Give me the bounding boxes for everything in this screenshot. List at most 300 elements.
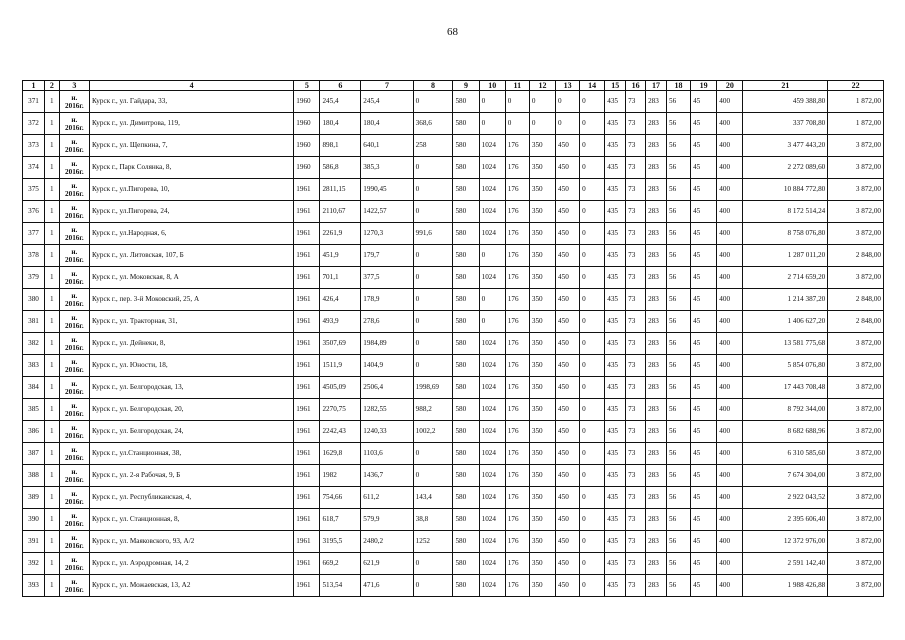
value-cell: 176 <box>505 157 529 179</box>
value-cell: 1 <box>44 509 59 531</box>
table-row <box>23 531 884 553</box>
value-cell: 400 <box>717 421 743 443</box>
value-cell: 435 <box>605 333 626 355</box>
value-cell: 898,1 <box>320 135 361 157</box>
column-header: 15 <box>605 81 626 91</box>
value-cell: 350 <box>529 289 555 311</box>
table-row <box>23 553 884 575</box>
value-cell: 176 <box>505 355 529 377</box>
status-mark: н. <box>71 225 78 234</box>
value-cell: 45 <box>691 135 717 157</box>
value-cell: 0 <box>479 245 505 267</box>
value-cell: 73 <box>626 553 646 575</box>
value-cell: 283 <box>646 399 667 421</box>
table-row <box>23 509 884 531</box>
value-cell: 1961 <box>294 245 320 267</box>
value-cell: 0 <box>556 113 580 135</box>
value-cell: 640,1 <box>361 135 413 157</box>
value-cell: 435 <box>605 201 626 223</box>
value-cell: 2242,43 <box>320 421 361 443</box>
address-cell: Курск г., ул. Гайдара, 33, <box>90 91 294 113</box>
value-cell: 426,4 <box>320 289 361 311</box>
value-cell: 0 <box>580 553 605 575</box>
value-cell: 1103,6 <box>361 443 413 465</box>
value-cell: 45 <box>691 509 717 531</box>
value-cell: 385,3 <box>361 157 413 179</box>
status-cell <box>59 91 89 113</box>
value-cell: 0 <box>580 377 605 399</box>
value-cell: 0 <box>580 135 605 157</box>
column-header: 12 <box>529 81 555 91</box>
page-number: 68 <box>447 26 458 38</box>
value-cell: 400 <box>717 509 743 531</box>
address-cell: Курск г., ул. Тракторная, 31, <box>90 311 294 333</box>
value-cell: 73 <box>626 267 646 289</box>
status-mark: н. <box>71 445 78 454</box>
value-cell: 45 <box>691 113 717 135</box>
table-row <box>23 91 884 113</box>
table-row <box>23 575 884 597</box>
value-cell: 8 758 076,80 <box>743 223 828 245</box>
value-cell: 283 <box>646 245 667 267</box>
value-cell: 38,8 <box>413 509 453 531</box>
value-cell: 1024 <box>479 355 505 377</box>
status-mark: н. <box>71 115 78 124</box>
value-cell: 435 <box>605 311 626 333</box>
value-cell: 1024 <box>479 179 505 201</box>
value-cell: 435 <box>605 509 626 531</box>
value-cell: 400 <box>717 531 743 553</box>
value-cell: 73 <box>626 399 646 421</box>
value-cell: 10 884 772,80 <box>743 179 828 201</box>
address-cell: Курск г., ул. 2-я Рабочая, 9, Б <box>90 465 294 487</box>
status-year: 2016г. <box>65 409 84 418</box>
value-cell: 45 <box>691 487 717 509</box>
column-header: 2 <box>44 81 59 91</box>
value-cell: 283 <box>646 465 667 487</box>
address-cell: Курск г., ул. Моковская, 8, А <box>90 267 294 289</box>
value-cell: 1024 <box>479 421 505 443</box>
value-cell: 350 <box>529 333 555 355</box>
value-cell: 143,4 <box>413 487 453 509</box>
value-cell: 1 <box>44 487 59 509</box>
address-cell: Курск г., ул.Народная, 6, <box>90 223 294 245</box>
value-cell: 283 <box>646 553 667 575</box>
value-cell: 45 <box>691 311 717 333</box>
value-cell: 179,7 <box>361 245 413 267</box>
value-cell: 435 <box>605 553 626 575</box>
value-cell: 283 <box>646 223 667 245</box>
address-cell: Курск г., ул. Белгородская, 20, <box>90 399 294 421</box>
value-cell: 176 <box>505 487 529 509</box>
value-cell: 56 <box>667 465 691 487</box>
value-cell: 0 <box>580 113 605 135</box>
value-cell: 350 <box>529 553 555 575</box>
row-number-cell: 378 <box>23 245 45 267</box>
value-cell: 1422,57 <box>361 201 413 223</box>
value-cell: 1960 <box>294 135 320 157</box>
table-body <box>23 91 884 597</box>
value-cell: 176 <box>505 377 529 399</box>
value-cell: 0 <box>580 465 605 487</box>
status-year: 2016г. <box>65 299 84 308</box>
table-row <box>23 179 884 201</box>
row-number-cell: 382 <box>23 333 45 355</box>
value-cell: 450 <box>556 157 580 179</box>
status-year: 2016г. <box>65 189 84 198</box>
value-cell: 493,9 <box>320 311 361 333</box>
value-cell: 56 <box>667 443 691 465</box>
value-cell: 435 <box>605 223 626 245</box>
value-cell: 580 <box>453 157 479 179</box>
value-cell: 450 <box>556 267 580 289</box>
value-cell: 56 <box>667 267 691 289</box>
value-cell: 180,4 <box>361 113 413 135</box>
value-cell: 435 <box>605 421 626 443</box>
value-cell: 0 <box>580 289 605 311</box>
value-cell: 450 <box>556 399 580 421</box>
row-number-cell: 383 <box>23 355 45 377</box>
value-cell: 5 854 076,80 <box>743 355 828 377</box>
value-cell: 0 <box>529 113 555 135</box>
table-row <box>23 355 884 377</box>
status-cell <box>59 333 89 355</box>
value-cell: 176 <box>505 179 529 201</box>
status-cell <box>59 377 89 399</box>
value-cell: 0 <box>580 223 605 245</box>
value-cell: 400 <box>717 245 743 267</box>
value-cell: 579,9 <box>361 509 413 531</box>
row-number-cell: 380 <box>23 289 45 311</box>
value-cell: 435 <box>605 399 626 421</box>
status-mark: н. <box>71 533 78 542</box>
value-cell: 13 581 775,68 <box>743 333 828 355</box>
value-cell: 178,9 <box>361 289 413 311</box>
value-cell: 450 <box>556 355 580 377</box>
row-number-cell: 377 <box>23 223 45 245</box>
value-cell: 580 <box>453 355 479 377</box>
value-cell: 56 <box>667 91 691 113</box>
value-cell: 400 <box>717 377 743 399</box>
value-cell: 45 <box>691 223 717 245</box>
address-cell: Курск г., ул.Пигорева, 24, <box>90 201 294 223</box>
address-cell: Курск г., ул. Юности, 18, <box>90 355 294 377</box>
status-cell <box>59 201 89 223</box>
value-cell: 2480,2 <box>361 531 413 553</box>
column-header: 14 <box>580 81 605 91</box>
value-cell: 1961 <box>294 575 320 597</box>
value-cell: 0 <box>413 575 453 597</box>
value-cell: 56 <box>667 179 691 201</box>
value-cell: 400 <box>717 575 743 597</box>
status-year: 2016г. <box>65 145 84 154</box>
value-cell: 3 872,00 <box>828 267 884 289</box>
value-cell: 0 <box>413 91 453 113</box>
value-cell: 3 872,00 <box>828 487 884 509</box>
value-cell: 580 <box>453 223 479 245</box>
value-cell: 1024 <box>479 333 505 355</box>
value-cell: 3 477 443,20 <box>743 135 828 157</box>
value-cell: 283 <box>646 201 667 223</box>
value-cell: 3 872,00 <box>828 223 884 245</box>
value-cell: 1270,3 <box>361 223 413 245</box>
value-cell: 0 <box>580 267 605 289</box>
status-mark: н. <box>71 357 78 366</box>
value-cell: 1 <box>44 531 59 553</box>
value-cell: 1024 <box>479 553 505 575</box>
value-cell: 1961 <box>294 531 320 553</box>
address-cell: Курск г., ул.Станционная, 38, <box>90 443 294 465</box>
value-cell: 3 872,00 <box>828 553 884 575</box>
value-cell: 400 <box>717 113 743 135</box>
status-year: 2016г. <box>65 101 84 110</box>
value-cell: 1961 <box>294 509 320 531</box>
address-cell: Курск г., ул. Станционная, 8, <box>90 509 294 531</box>
value-cell: 283 <box>646 289 667 311</box>
row-number-cell: 389 <box>23 487 45 509</box>
value-cell: 621,9 <box>361 553 413 575</box>
value-cell: 0 <box>479 311 505 333</box>
value-cell: 1960 <box>294 91 320 113</box>
value-cell: 400 <box>717 223 743 245</box>
value-cell: 0 <box>580 311 605 333</box>
value-cell: 400 <box>717 289 743 311</box>
value-cell: 0 <box>580 333 605 355</box>
status-mark: н. <box>71 335 78 344</box>
value-cell: 513,54 <box>320 575 361 597</box>
value-cell: 283 <box>646 575 667 597</box>
value-cell: 73 <box>626 465 646 487</box>
value-cell: 1961 <box>294 267 320 289</box>
value-cell: 1024 <box>479 399 505 421</box>
value-cell: 8 682 688,96 <box>743 421 828 443</box>
column-header: 5 <box>294 81 320 91</box>
value-cell: 1 <box>44 113 59 135</box>
row-number-cell: 392 <box>23 553 45 575</box>
address-cell: Курск г., ул. Аэродромная, 14, 2 <box>90 553 294 575</box>
value-cell: 283 <box>646 135 667 157</box>
value-cell: 6 310 585,60 <box>743 443 828 465</box>
value-cell: 56 <box>667 575 691 597</box>
value-cell: 1 872,00 <box>828 113 884 135</box>
row-number-cell: 391 <box>23 531 45 553</box>
status-year: 2016г. <box>65 387 84 396</box>
value-cell: 350 <box>529 443 555 465</box>
address-cell: Курск г., Парк Солянка, 8, <box>90 157 294 179</box>
column-header: 17 <box>646 81 667 91</box>
value-cell: 45 <box>691 289 717 311</box>
value-cell: 669,2 <box>320 553 361 575</box>
value-cell: 283 <box>646 421 667 443</box>
status-year: 2016г. <box>65 321 84 330</box>
value-cell: 580 <box>453 531 479 553</box>
value-cell: 1 <box>44 377 59 399</box>
status-mark: н. <box>71 467 78 476</box>
value-cell: 1 214 387,20 <box>743 289 828 311</box>
table-row <box>23 333 884 355</box>
value-cell: 2110,67 <box>320 201 361 223</box>
value-cell: 1961 <box>294 289 320 311</box>
value-cell: 450 <box>556 443 580 465</box>
value-cell: 1024 <box>479 487 505 509</box>
value-cell: 1024 <box>479 531 505 553</box>
table-row <box>23 223 884 245</box>
value-cell: 435 <box>605 91 626 113</box>
value-cell: 350 <box>529 355 555 377</box>
value-cell: 450 <box>556 223 580 245</box>
value-cell: 0 <box>413 333 453 355</box>
value-cell: 1024 <box>479 465 505 487</box>
column-header: 4 <box>90 81 294 91</box>
value-cell: 8 172 514,24 <box>743 201 828 223</box>
value-cell: 1 <box>44 179 59 201</box>
value-cell: 1024 <box>479 267 505 289</box>
value-cell: 2506,4 <box>361 377 413 399</box>
value-cell: 0 <box>479 91 505 113</box>
value-cell: 56 <box>667 399 691 421</box>
value-cell: 45 <box>691 421 717 443</box>
value-cell: 459 388,80 <box>743 91 828 113</box>
value-cell: 73 <box>626 377 646 399</box>
value-cell: 580 <box>453 421 479 443</box>
value-cell: 7 674 304,00 <box>743 465 828 487</box>
value-cell: 400 <box>717 465 743 487</box>
status-cell <box>59 245 89 267</box>
value-cell: 1 <box>44 157 59 179</box>
status-year: 2016г. <box>65 585 84 594</box>
value-cell: 988,2 <box>413 399 453 421</box>
value-cell: 580 <box>453 377 479 399</box>
value-cell: 435 <box>605 355 626 377</box>
value-cell: 0 <box>413 443 453 465</box>
status-cell <box>59 465 89 487</box>
value-cell: 176 <box>505 223 529 245</box>
value-cell: 400 <box>717 201 743 223</box>
value-cell: 1961 <box>294 487 320 509</box>
status-year: 2016г. <box>65 431 84 440</box>
value-cell: 400 <box>717 179 743 201</box>
value-cell: 450 <box>556 553 580 575</box>
value-cell: 283 <box>646 443 667 465</box>
status-year: 2016г. <box>65 167 84 176</box>
status-mark: н. <box>71 269 78 278</box>
value-cell: 350 <box>529 377 555 399</box>
value-cell: 73 <box>626 575 646 597</box>
value-cell: 56 <box>667 113 691 135</box>
address-cell: Курск г., ул. Маяковского, 93, А/2 <box>90 531 294 553</box>
value-cell: 0 <box>580 575 605 597</box>
value-cell: 2 591 142,40 <box>743 553 828 575</box>
value-cell: 1 287 011,20 <box>743 245 828 267</box>
value-cell: 435 <box>605 487 626 509</box>
value-cell: 0 <box>505 113 529 135</box>
value-cell: 580 <box>453 575 479 597</box>
column-header: 19 <box>691 81 717 91</box>
status-mark: н. <box>71 159 78 168</box>
value-cell: 73 <box>626 509 646 531</box>
value-cell: 1 <box>44 311 59 333</box>
status-year: 2016г. <box>65 453 84 462</box>
value-cell: 56 <box>667 355 691 377</box>
value-cell: 176 <box>505 267 529 289</box>
value-cell: 1024 <box>479 377 505 399</box>
value-cell: 45 <box>691 575 717 597</box>
value-cell: 1960 <box>294 157 320 179</box>
value-cell: 73 <box>626 201 646 223</box>
value-cell: 1961 <box>294 311 320 333</box>
value-cell: 471,6 <box>361 575 413 597</box>
value-cell: 1 872,00 <box>828 91 884 113</box>
status-mark: н. <box>71 137 78 146</box>
value-cell: 283 <box>646 509 667 531</box>
value-cell: 580 <box>453 443 479 465</box>
value-cell: 1960 <box>294 113 320 135</box>
status-cell <box>59 223 89 245</box>
value-cell: 2261,9 <box>320 223 361 245</box>
row-number-cell: 374 <box>23 157 45 179</box>
column-header: 11 <box>505 81 529 91</box>
value-cell: 350 <box>529 575 555 597</box>
value-cell: 580 <box>453 179 479 201</box>
address-cell: Курск г., ул. Можаевская, 13, А2 <box>90 575 294 597</box>
value-cell: 586,8 <box>320 157 361 179</box>
value-cell: 17 443 708,48 <box>743 377 828 399</box>
value-cell: 283 <box>646 179 667 201</box>
value-cell: 3507,69 <box>320 333 361 355</box>
value-cell: 1961 <box>294 201 320 223</box>
value-cell: 0 <box>580 245 605 267</box>
value-cell: 1 <box>44 399 59 421</box>
value-cell: 1 <box>44 333 59 355</box>
value-cell: 3 872,00 <box>828 179 884 201</box>
value-cell: 45 <box>691 465 717 487</box>
value-cell: 350 <box>529 135 555 157</box>
row-number-cell: 371 <box>23 91 45 113</box>
value-cell: 283 <box>646 487 667 509</box>
value-cell: 56 <box>667 157 691 179</box>
value-cell: 180,4 <box>320 113 361 135</box>
value-cell: 73 <box>626 355 646 377</box>
value-cell: 0 <box>413 245 453 267</box>
value-cell: 0 <box>580 421 605 443</box>
address-cell: Курск г., ул. Дейнеки, 8, <box>90 333 294 355</box>
value-cell: 580 <box>453 135 479 157</box>
status-year: 2016г. <box>65 475 84 484</box>
value-cell: 435 <box>605 443 626 465</box>
value-cell: 1 <box>44 135 59 157</box>
table-header <box>23 81 884 91</box>
value-cell: 400 <box>717 267 743 289</box>
value-cell: 45 <box>691 157 717 179</box>
row-number-cell: 386 <box>23 421 45 443</box>
value-cell: 73 <box>626 333 646 355</box>
column-header: 6 <box>320 81 361 91</box>
value-cell: 73 <box>626 135 646 157</box>
value-cell: 1961 <box>294 355 320 377</box>
value-cell: 1240,33 <box>361 421 413 443</box>
row-number-cell: 390 <box>23 509 45 531</box>
value-cell: 450 <box>556 421 580 443</box>
table-row <box>23 267 884 289</box>
value-cell: 2 922 043,52 <box>743 487 828 509</box>
value-cell: 1961 <box>294 421 320 443</box>
value-cell: 73 <box>626 245 646 267</box>
value-cell: 176 <box>505 245 529 267</box>
status-cell <box>59 421 89 443</box>
column-header: 13 <box>556 81 580 91</box>
value-cell: 1961 <box>294 179 320 201</box>
value-cell: 176 <box>505 465 529 487</box>
